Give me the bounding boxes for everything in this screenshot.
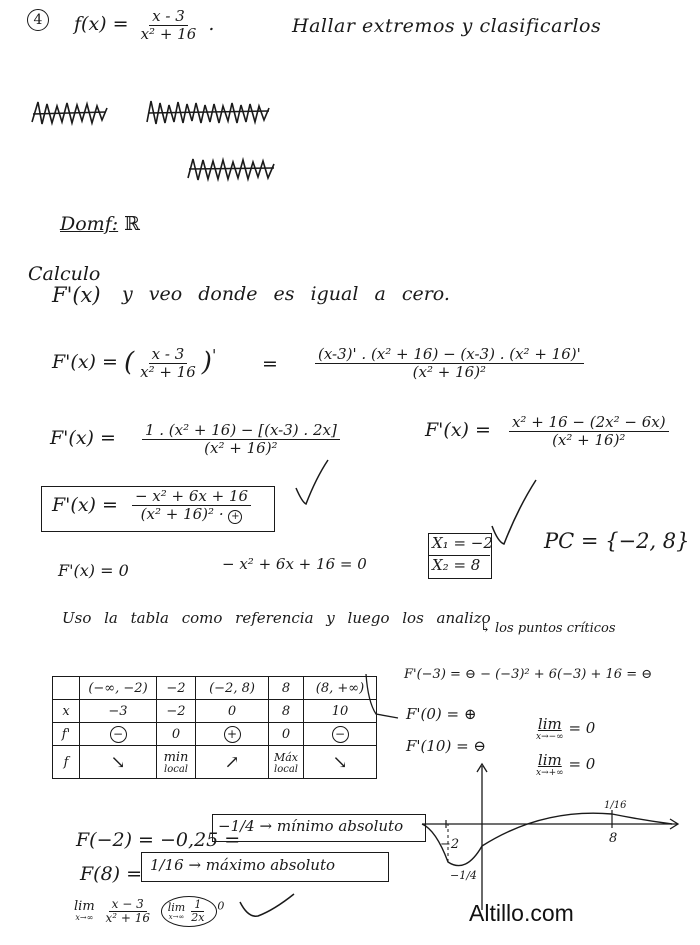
boxed-denominator: (x² + 16)² · +: [138, 506, 246, 524]
boxed-numerator: − x² + 6x + 16: [132, 488, 251, 506]
sign-table-cell: 10: [304, 700, 377, 723]
deriv1-lhs: F'(x) =: [52, 351, 118, 373]
limit-plus-infinity: lim x→+∞ = 0: [536, 751, 596, 778]
domain-label: Domf:: [60, 213, 119, 235]
sign-table-cell: f': [53, 723, 80, 746]
boxed-lhs: F'(x) =: [52, 493, 118, 516]
graph-label-8: 8: [609, 831, 618, 846]
sign-table-cell: 8: [269, 677, 304, 700]
derivative-line-2: [50, 422, 343, 456]
problem-number: [27, 8, 49, 31]
calc-fprime: F'(x): [52, 283, 101, 307]
sign-table-cell: 0: [157, 723, 196, 746]
sign-table-cell: x: [53, 700, 80, 723]
sign-table-cell: 8: [269, 700, 304, 723]
deriv3-denominator: (x² + 16)²: [552, 430, 626, 449]
derivative-line-1: F'(x) = ( $\frac{x - 3}{\text{x² + 16}}$ )': [52, 345, 217, 381]
deriv2-denominator: (x² + 16)²: [204, 438, 278, 457]
scribble-mark-1: [30, 96, 110, 130]
sign-table-cell: +: [196, 723, 269, 746]
sign-table-cell: (−2, 8): [196, 677, 269, 700]
function-numerator: x - 3: [149, 8, 188, 26]
sign-table-cell: −: [304, 723, 377, 746]
sign-table-cell: −2: [157, 700, 196, 723]
sign-table-f-row: [53, 746, 377, 779]
deriv2-lhs: F'(x) =: [50, 427, 116, 449]
sign-table-cell: min local: [157, 746, 196, 779]
root-x2: X₂ = 8: [432, 556, 481, 574]
deriv1-inner-fraction: $\frac{x - 3}{\text{x² + 16}}$: [140, 345, 196, 381]
check-mark-2: [490, 478, 540, 548]
sign-table-header-row: [53, 677, 377, 700]
zero-equation: − x² + 6x + 16 = 0: [222, 555, 367, 573]
function-denominator: x² + 16: [140, 24, 197, 43]
deriv1-prime: ': [211, 345, 217, 365]
table-intro-text: Uso la tabla como referencia y luego los analizo: [62, 609, 491, 627]
sign-table-cell: Máx local: [269, 746, 304, 779]
result-max-lhs: F(8) =: [80, 863, 143, 885]
derivative-line-3: [425, 414, 672, 448]
result-min-text: −1/4 → mínimo absoluto: [218, 817, 404, 835]
sign-table-cell: −: [80, 723, 157, 746]
scribble-mark-2: [145, 96, 273, 130]
deriv3-numerator: x² + 16 − (2x² − 6x): [509, 414, 669, 432]
eval-fprime-minus3: F'(−3) = ⊖ − (−3)² + 6(−3) + 16 = ⊖: [404, 667, 653, 682]
problem-statement: Hallar extremos y clasificarlos: [292, 15, 602, 37]
deriv1-rhs-numerator: (x-3)' . (x² + 16) − (x-3) . (x² + 16)': [315, 346, 584, 364]
sign-table-cell: (8, +∞): [304, 677, 377, 700]
critical-points: PC = {−2, 8}: [544, 529, 690, 553]
domain-line: [60, 214, 140, 235]
function-lhs: f(x) =: [74, 13, 129, 35]
limit-minus-infinity: lim x→−∞ = 0: [536, 715, 596, 742]
graph-label-sixteenth: 1/16: [604, 800, 627, 811]
check-mark-3: [238, 892, 298, 922]
zero-lhs: F'(x) = 0: [58, 561, 129, 580]
deriv2-numerator: 1 . (x² + 16) − [(x-3) . 2x]: [142, 422, 340, 440]
function-sketch: [422, 762, 682, 912]
eval-fprime-0: F'(0) = ⊕: [406, 705, 477, 723]
sign-table-cell: ↘: [80, 746, 157, 779]
positive-sign-circle: +: [228, 510, 242, 524]
sign-table-cell: f: [53, 746, 80, 779]
root-x1: X₁ = −2: [432, 534, 493, 552]
result-max-text: 1/16 → máximo absoluto: [150, 856, 336, 874]
deriv1-equals: =: [262, 353, 278, 375]
watermark-text: Altillo.com: [469, 900, 574, 926]
scribble-mark-3: [186, 154, 278, 184]
sign-table: [52, 676, 377, 779]
sign-table-cell: (−∞, −2): [80, 677, 157, 700]
sign-table-x-row: [53, 700, 377, 723]
function-fraction: [138, 8, 200, 42]
sign-table-cell: 0: [196, 700, 269, 723]
sign-table-fprime-row: [53, 723, 377, 746]
sign-table-cell: ↗: [196, 746, 269, 779]
table-intro-note: ↳ los puntos críticos: [480, 621, 616, 636]
graph-label-minus-quarter: −1/4: [450, 869, 477, 882]
deriv3-lhs: F'(x) =: [425, 419, 491, 441]
final-limit-circled-step: lim x→∞ $\frac{1}{2x}$: [161, 896, 218, 927]
sign-table-cell: ↘: [304, 746, 377, 779]
sign-table-cell: 0: [269, 723, 304, 746]
result-min-lhs: F(−2) = −0,25 =: [76, 829, 241, 851]
final-limit-result: 0: [217, 899, 225, 913]
domain-value: ℝ: [124, 213, 140, 235]
sign-table-cell: −3: [80, 700, 157, 723]
graph-label-minus2: −2: [440, 837, 460, 852]
eval-fprime-10: F'(10) = ⊖: [406, 737, 486, 755]
deriv1-rhs: [312, 346, 587, 380]
calc-heading: Calculo: [28, 263, 101, 285]
sign-table-cell: [53, 677, 80, 700]
final-limit: lim x→∞ $\frac{x - 3}{\text{x² + 16}}$ lim x→∞ $\frac{1}{2x}$ $^0$: [74, 896, 224, 927]
function-definition: f(x) = $\frac{x - 3}{\text{x² + 16}}$ .: [74, 7, 215, 43]
boxed-derivative-content: [52, 488, 254, 524]
calc-sentence: y veo donde es igual a cero.: [122, 283, 450, 305]
check-mark-1: [294, 458, 334, 508]
sign-table-cell: −2: [157, 677, 196, 700]
table-connector-arrow: [362, 672, 402, 732]
problem-number-circle: 4: [27, 9, 49, 31]
deriv1-rhs-denominator: (x² + 16)²: [412, 362, 487, 381]
